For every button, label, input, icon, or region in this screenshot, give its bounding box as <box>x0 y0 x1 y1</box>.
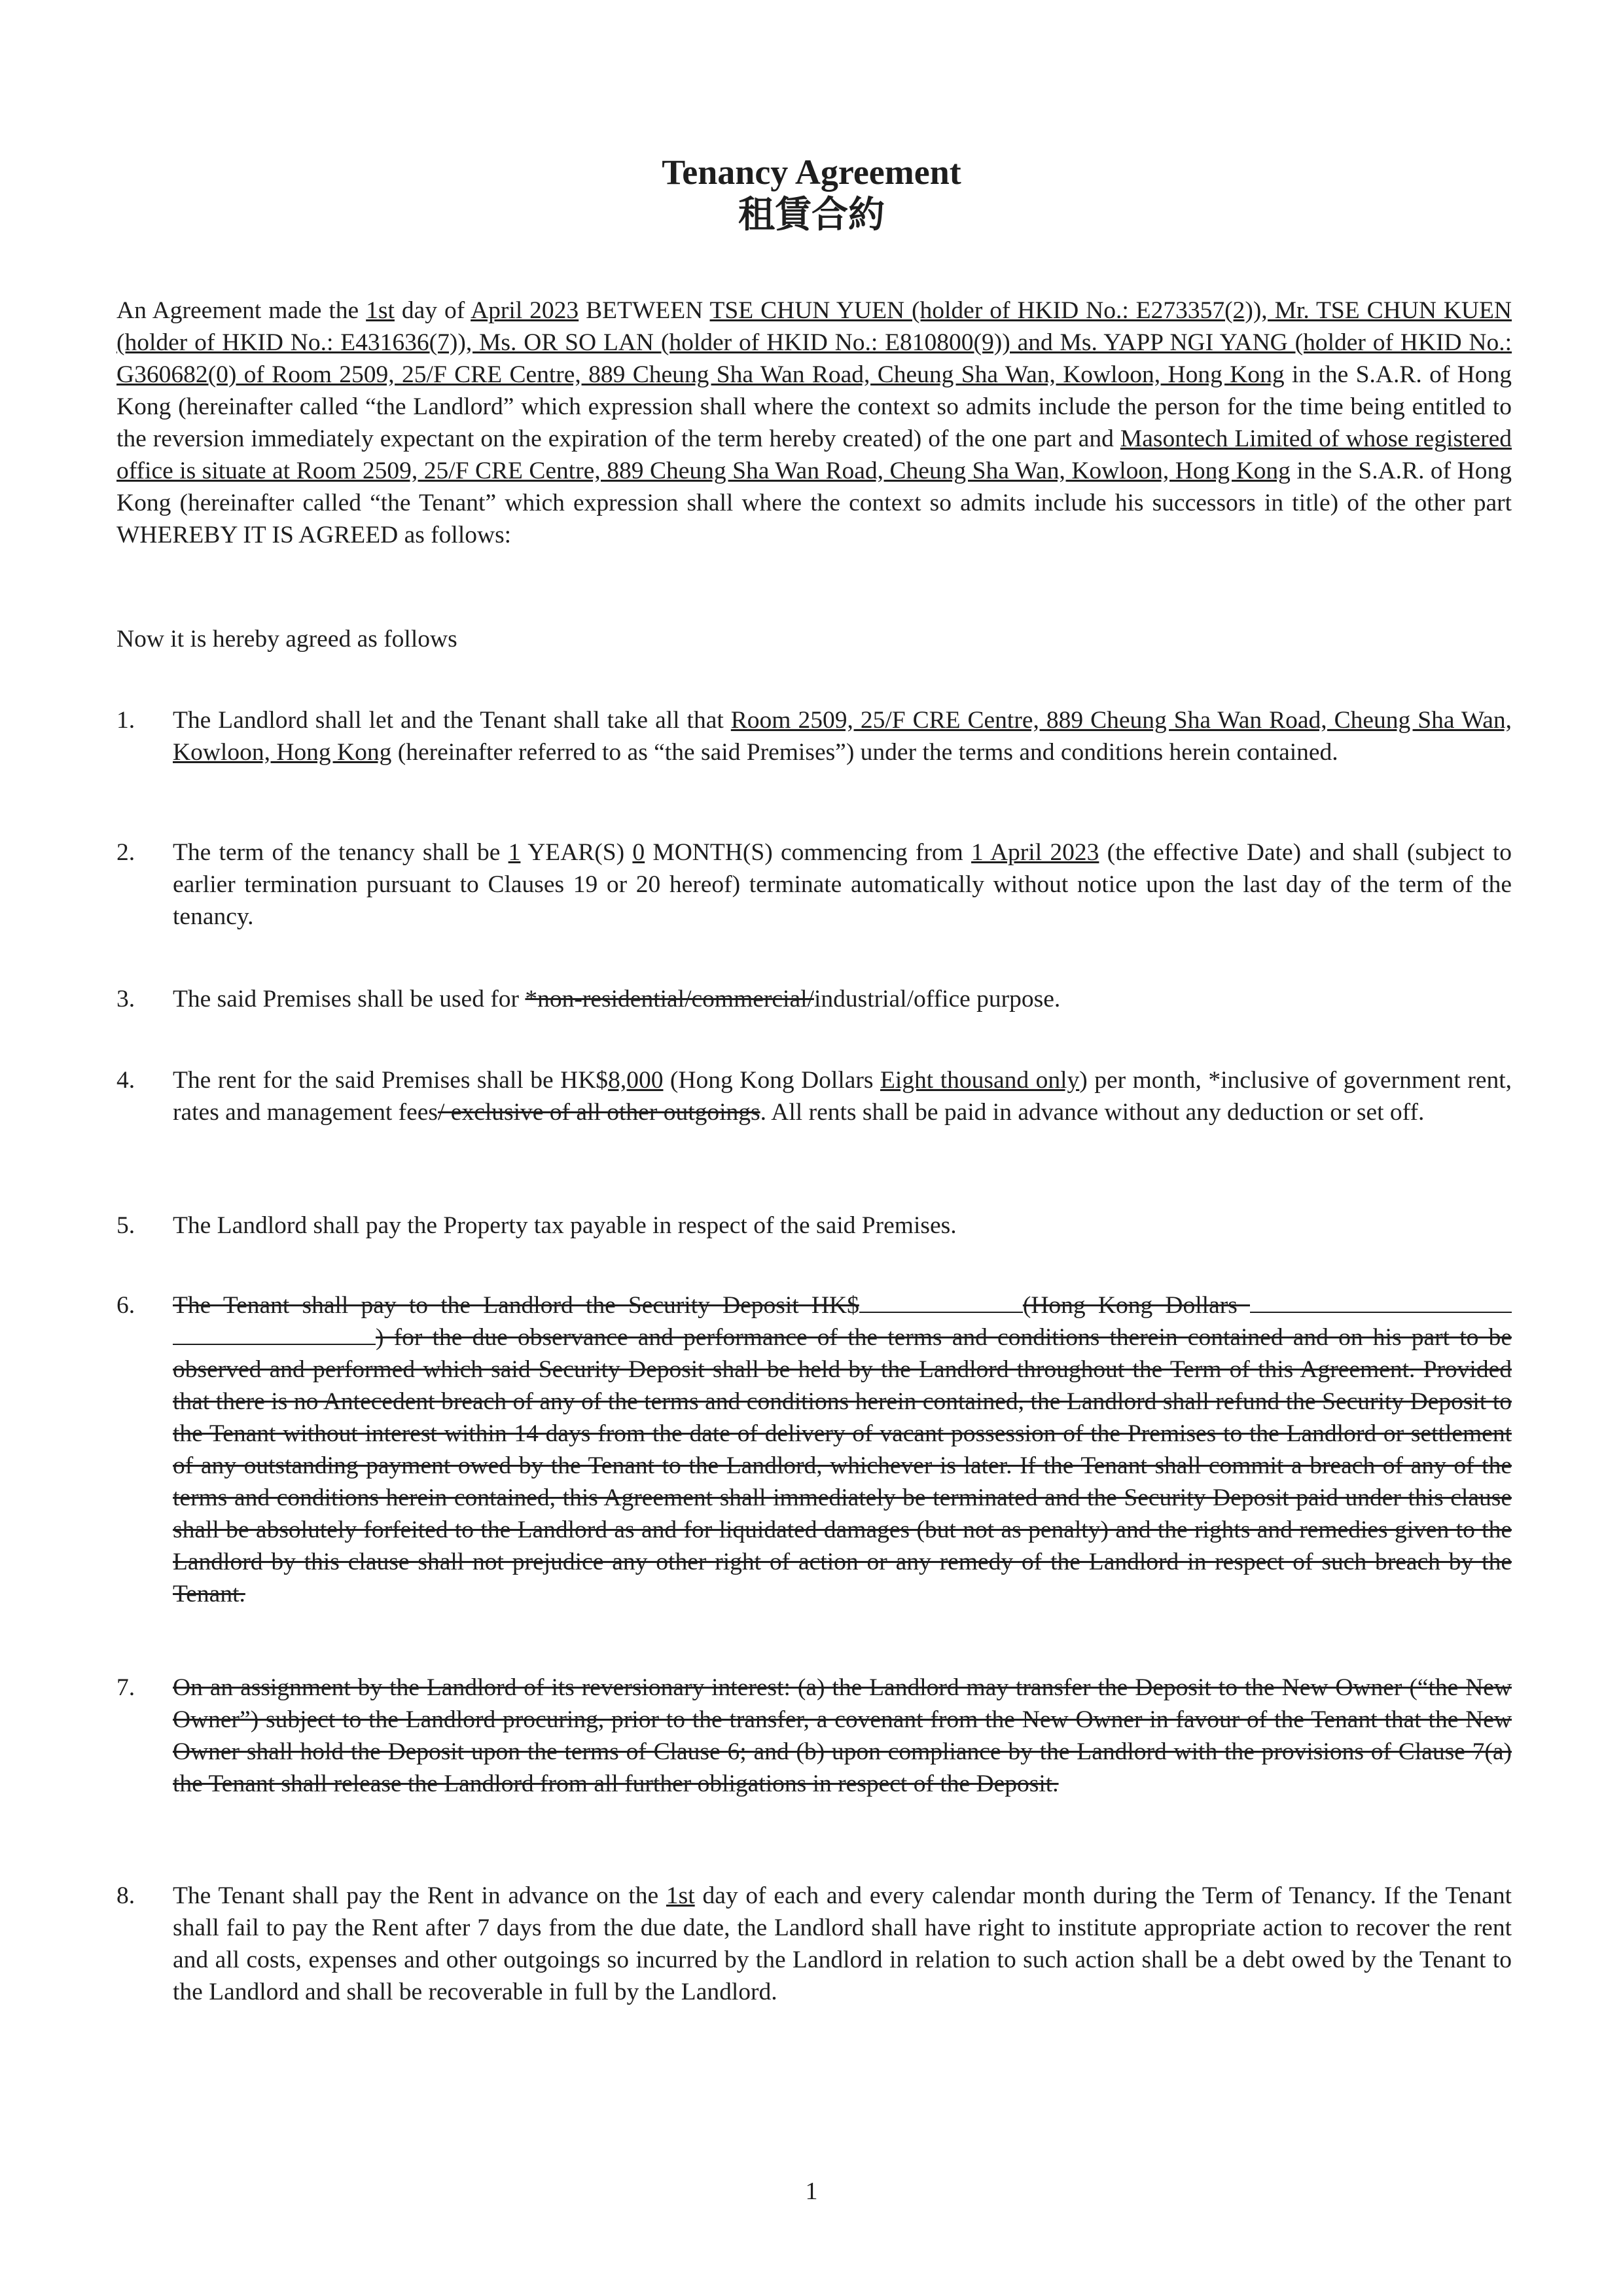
rent-due-day: 1st <box>666 1882 695 1909</box>
clause-number: 4. <box>116 1067 135 1094</box>
clause-7-struck <box>116 1672 1512 1800</box>
clause-3 <box>116 983 1512 1015</box>
clause-number: 6. <box>116 1292 135 1319</box>
document-subtitle-chinese: 租賃合約 <box>738 194 885 236</box>
clause-number: 8. <box>116 1882 135 1909</box>
struck-usage-options: *non-residential/commercial/ <box>525 986 814 1013</box>
agreement-month-year: April 2023 <box>471 297 579 324</box>
clause-text: The Landlord shall let and the Tenant shall take all that <box>173 707 731 734</box>
deposit-amount-blank <box>859 1292 1023 1313</box>
clause-text: YEAR(S) <box>520 839 633 866</box>
clause-body <box>173 1064 1512 1128</box>
clause-8 <box>116 1880 1512 2008</box>
intro-text: day of <box>394 297 471 324</box>
clause-body <box>173 983 1512 1015</box>
clause-text: The term of the tenancy shall be <box>173 839 508 866</box>
clause-text: ) for the due observance and performance of the terms and conditions therein contained and on his part to be observed and performed which said Security Deposit shall be held by the Landlord throughout the Term of this Agreement. Provided that there is no Antecedent breach of any of the terms and conditions herein contained, the Landlord shall refund the Security Deposit to the Tenant without interest within 14 days from the date of delivery of vacant possession of the Premises to the Landlord or settlement of any outstanding payment owed by the Tenant to the Landlord, whichever is later. If the Tenant shall commit a breach of any of the terms and conditions herein contained, this Agreement shall immediately be terminated and the Security Deposit paid under this clause shall be absolutely forfeited to the Landlord as and for liquidated damages (but not as penalty) and the rights and remedies given to the Landlord by this clause shall not prejudice any other right of action or any remedy of the Landlord in respect of such breach by the Tenant. <box>173 1324 1512 1607</box>
page-number: 1 <box>805 2178 818 2205</box>
clause-text: (Hong Kong Dollars <box>1022 1292 1250 1319</box>
clause-body <box>173 704 1512 768</box>
intro-text: in the S.A.R. of Hong Kong (hereinafter called “the Tenant” which expression shall where the context so admits include his successors in title) of the other part WHEREBY IT IS AGREED as follows: <box>116 457 1512 548</box>
clause-body <box>173 1289 1512 1610</box>
rent-amount: 8,000 <box>608 1067 664 1094</box>
clause-text: . All rents shall be paid in advance without any deduction or set off. <box>760 1099 1425 1126</box>
intro-paragraph <box>116 295 1512 551</box>
deposit-words-blank-2 <box>173 1324 376 1345</box>
clause-text: (hereinafter referred to as “the said Premises”) under the terms and conditions herein contained. <box>391 739 1338 766</box>
clause-5 <box>116 1210 1512 1242</box>
intro-text: An Agreement made the <box>116 297 366 324</box>
clause-number: 7. <box>116 1674 135 1701</box>
clause-number: 2. <box>116 839 135 866</box>
term-years: 1 <box>508 839 521 866</box>
clause-text: (Hong Kong Dollars <box>663 1067 880 1094</box>
document-title: Tenancy Agreement <box>662 152 961 192</box>
clause-2 <box>116 836 1512 933</box>
clause-4 <box>116 1064 1512 1128</box>
clause-text: industrial/office purpose. <box>813 986 1061 1013</box>
clause-number: 1. <box>116 707 135 734</box>
clause-text: The rent for the said Premises shall be HK$ <box>173 1067 609 1094</box>
premises-address: Room 2509, 25/F CRE Centre, 889 Cheung Sha Wan Road, Cheung Sha Wan, Kowloon, Hong Kong <box>173 707 1512 766</box>
clause-body: On an assignment by the Landlord of its reversionary interest: (a) the Landlord may transfer the Deposit to the New Owner (“the New Owner”) subject to the Landlord procuring, prior to the transfer, a covenant from the New Owner in favour of the Tenant that the New Owner shall hold the Deposit upon the terms of Clause 6; and (b) upon compliance by the Landlord with the provisions of Clause 7(a) the Tenant shall release the Landlord from all further obligations in respect of the Deposit. <box>173 1674 1512 1797</box>
clause-text: (the effective Date) and shall (subject to earlier termination pursuant to Clauses 19 or 20 hereof) terminate automatically without notice upon the last day of the term of the tenancy. <box>173 839 1512 930</box>
clause-number: 5. <box>116 1212 135 1239</box>
rent-amount-words: Eight thousand only <box>880 1067 1080 1094</box>
clause-text: The said Premises shall be used for <box>173 986 526 1013</box>
struck-exclusive-option: / exclusive of all other outgoings <box>438 1099 760 1126</box>
agreement-day: 1st <box>366 297 395 324</box>
clause-body <box>173 836 1512 933</box>
clause-6-struck <box>116 1289 1512 1610</box>
intro-text: BETWEEN <box>579 297 710 324</box>
intro-text: in the S.A.R. of Hong Kong (hereinafter called “the Landlord” which expression shall where the context so admits include the person for the time being entitled to the reversion immediately expectant on the expiration of the term hereby created) of the one part and <box>116 361 1512 452</box>
clause-text: ) per month, *inclusive of government rent, rates and management fees <box>173 1067 1512 1126</box>
clause-text: MONTH(S) commencing from <box>645 839 972 866</box>
tenant-party: Masontech Limited of whose registered office is situate at Room 2509, 25/F CRE Centre, 889 Cheung Sha Wan Road, Cheung Sha Wan, Kowloon, Hong Kong <box>116 425 1512 484</box>
term-months: 0 <box>632 839 645 866</box>
clause-1 <box>116 704 1512 768</box>
clause-text: The Tenant shall pay the Rent in advance on the <box>173 1882 666 1909</box>
now-agreed-line: Now it is hereby agreed as follows <box>116 626 457 653</box>
commencement-date: 1 April 2023 <box>971 839 1099 866</box>
clause-text: day of each and every calendar month during the Term of Tenancy. If the Tenant shall fail to pay the Rent after 7 days from the due date, the Landlord shall have right to institute appropriate action to recover the rent and all costs, expenses and other outgoings so incurred by the Landlord in relation to such action shall be a debt owed by the Tenant to the Landlord and shall be recoverable in full by the Landlord. <box>173 1882 1512 2005</box>
clause-number: 3. <box>116 986 135 1013</box>
clause-text: The Tenant shall pay to the Landlord the Security Deposit HK$ <box>173 1292 859 1319</box>
landlord-parties: TSE CHUN YUEN (holder of HKID No.: E273357(2)), Mr. TSE CHUN KUEN (holder of HKID No.: E431636(7)), Ms. OR SO LAN (holder of HKID No.: E810800(9)) and Ms. YAPP NGI YANG (holder of HKID No.: G360682(0) of Room 2509, 25/F CRE Centre, 889 Cheung Sha Wan Road, Cheung Sha Wan, Kowloon, Hong Kong <box>116 297 1512 388</box>
clause-body <box>173 1880 1512 2008</box>
clause-body: The Landlord shall pay the Property tax payable in respect of the said Premises. <box>173 1212 957 1239</box>
deposit-words-blank <box>1250 1292 1512 1313</box>
